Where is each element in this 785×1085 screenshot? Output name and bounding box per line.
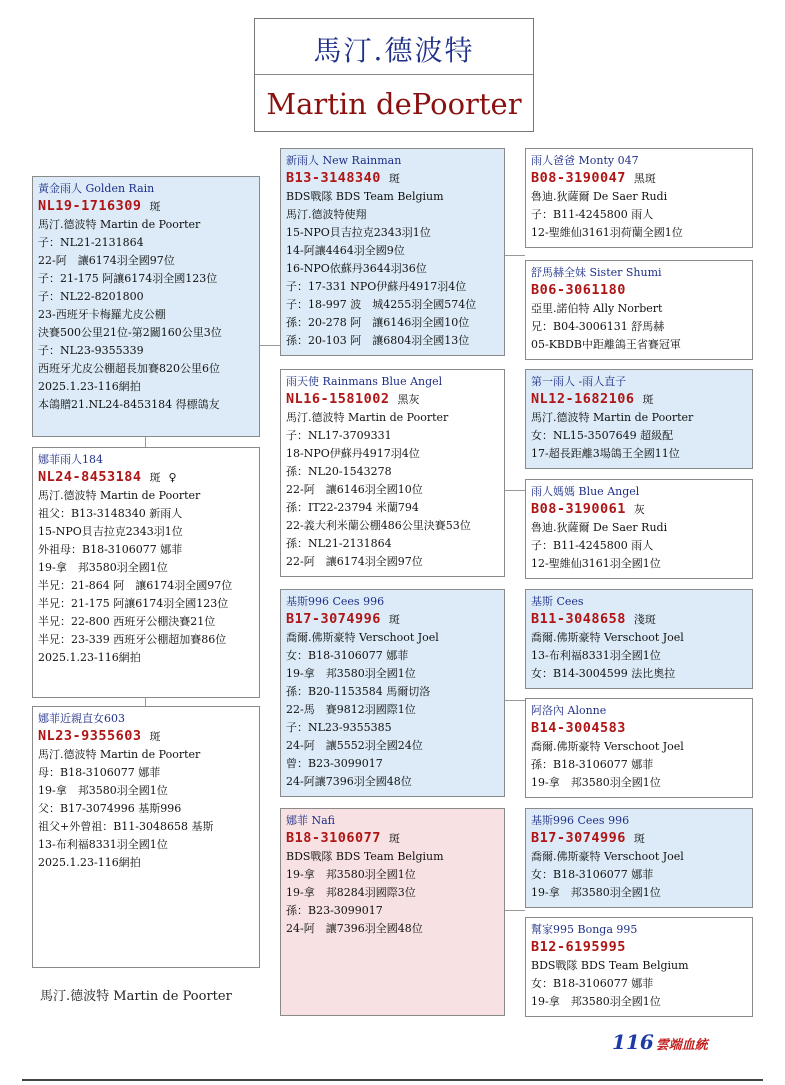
pigeon-card-sister-shumi: [525, 260, 753, 360]
ring-number: B11-3048658: [531, 611, 626, 627]
pedigree-line: 馬汀.德波特 Martin de Poorter: [38, 218, 201, 231]
pedigree-line: 24-阿 讓7396羽全國48位: [286, 922, 423, 935]
connector-line: [145, 437, 146, 447]
pigeon-name: 第一雨人 -雨人直子: [531, 375, 627, 388]
pigeon-ring: [531, 169, 747, 188]
pedigree-line: 2025.1.23-116網拍: [38, 856, 141, 869]
site-logo: [612, 1030, 708, 1054]
pedigree-line: 23-西班牙卡梅羅尤皮公棚: [38, 308, 166, 321]
pedigree-line: 子：B11-4245800 雨人: [531, 208, 654, 221]
pedigree-line: 喬爾.佛斯豪特 Verschoot Joel: [286, 631, 439, 644]
title-divider: [255, 74, 533, 75]
pedigree-line: 喬爾.佛斯豪特 Verschoot Joel: [531, 740, 684, 753]
pigeon-name: 基斯996 Cees 996: [531, 814, 630, 827]
pigeon-ring: [286, 169, 499, 188]
pedigree-line: 12-聖維仙3161羽全國1位: [531, 557, 661, 570]
connector-line: [505, 490, 525, 491]
ring-number: B18-3106077: [286, 830, 381, 846]
pigeon-ring: [531, 719, 747, 738]
pigeon-card-subject: [32, 176, 260, 437]
pigeon-ring: [38, 468, 254, 487]
title-box: [254, 18, 534, 132]
pedigree-line: 19-拿 邦3580羽全國1位: [286, 868, 416, 881]
pedigree-line: 孫：B18-3106077 娜菲: [531, 758, 654, 771]
pedigree-line: 孫：B20-1153584 馬爾切洛: [286, 685, 431, 698]
pedigree-line: 子：NL23-9355339: [38, 344, 144, 357]
pedigree-line: 決賽500公里21位-第2關160公里3位: [38, 326, 222, 339]
pedigree-line: 兄：B04-3006131 舒馬赫: [531, 320, 665, 333]
pedigree-line: 14-阿讓4464羽全國9位: [286, 244, 405, 257]
bottom-rule: [22, 1079, 763, 1081]
pigeon-name: 娜菲雨人184: [38, 453, 103, 466]
pigeon-card-dam: [280, 369, 505, 577]
pigeon-name: 舒馬赫全妹 Sister Shumi: [531, 266, 662, 279]
ring-number: B14-3004583: [531, 720, 626, 736]
pigeon-card-alonne: [525, 698, 753, 798]
pigeon-name: 雨人媽媽 Blue Angel: [531, 485, 640, 498]
pedigree-line: 子：B11-4245800 雨人: [531, 539, 654, 552]
pedigree-line: 亞里.諾伯特 Ally Norbert: [531, 302, 663, 315]
pedigree-line: 19-拿 邦3580羽全國1位: [531, 886, 661, 899]
pigeon-name: 娜菲 Nafi: [286, 814, 336, 827]
pigeon-name: 新雨人 New Rainman: [286, 154, 402, 167]
ring-number: NL24-8453184: [38, 469, 142, 485]
pigeon-color: 淺斑: [633, 613, 656, 626]
pedigree-line: 喬爾.佛斯豪特 Verschoot Joel: [531, 631, 684, 644]
pedigree-line: 女：B18-3106077 娜菲: [531, 868, 654, 881]
pedigree-line: 19-拿 邦3580羽全國1位: [286, 667, 416, 680]
pigeon-name: 雨人爸爸 Monty 047: [531, 154, 639, 167]
pedigree-line: 17-超長距離3場鴿王全國11位: [531, 447, 680, 460]
pedigree-line: 子：NL21-2131864: [38, 236, 144, 249]
pedigree-line: 母：B18-3106077 娜菲: [38, 766, 161, 779]
pigeon-card-cees-996: [280, 589, 505, 797]
pigeon-name: 阿洛內 Alonne: [531, 704, 607, 717]
pedigree-line: 19-拿 邦3580羽全國1位: [38, 784, 168, 797]
pedigree-line: 祖父+外曾祖：B11-3048658 基斯: [38, 820, 214, 833]
pedigree-line: 本鴿贈21.NL24-8453184 得標鴿友: [38, 398, 220, 411]
pedigree-line: 西班牙尤皮公棚超長加賽820公里6位: [38, 362, 220, 375]
ring-number: NL19-1716309: [38, 198, 142, 214]
pedigree-line: 馬汀.德波特 Martin de Poorter: [38, 748, 201, 761]
pedigree-line: 女：B18-3106077 娜菲: [531, 977, 654, 990]
pigeon-color: 斑: [149, 730, 161, 743]
pigeon-ring: [531, 938, 747, 957]
pedigree-line: 子：18-997 波 城4255羽全國574位: [286, 298, 477, 311]
pedigree-line: 外祖母：B18-3106077 娜菲: [38, 543, 183, 556]
pedigree-line: 孫：NL21-2131864: [286, 537, 392, 550]
pedigree-line: 子：NL17-3709331: [286, 429, 392, 442]
footer-breeder-name: 馬汀.德波特 Martin de Poorter: [40, 989, 232, 1004]
pedigree-line: 子：21-175 阿讓6174羽全國123位: [38, 272, 218, 285]
pedigree-line: 喬爾.佛斯豪特 Verschoot Joel: [531, 850, 684, 863]
pedigree-line: 16-NPO依蘇丹3644羽36位: [286, 262, 427, 275]
pigeon-card-first-rainman: [525, 369, 753, 469]
logo-text: 雲端血統: [655, 1038, 708, 1053]
pedigree-line: 孫：IT22-23794 米蘭794: [286, 501, 419, 514]
pigeon-name: 黃金雨人 Golden Rain: [38, 182, 155, 195]
pedigree-line: 22-馬 賽9812羽國際1位: [286, 703, 416, 716]
pedigree-line: 半兄：21-864 阿 讓6174羽全國97位: [38, 579, 233, 592]
pigeon-color: 斑: [633, 832, 645, 845]
pedigree-line: 24-阿 讓5552羽全國24位: [286, 739, 423, 752]
pedigree-line: 13-布利福8331羽全國1位: [531, 649, 661, 662]
connector-line: [260, 345, 280, 346]
ring-number: B06-3061180: [531, 282, 626, 298]
pigeon-card-sire: [280, 148, 505, 356]
pedigree-line: 15-NPO貝吉拉克2343羽1位: [286, 226, 431, 239]
pedigree-line: 19-拿 邦3580羽全國1位: [531, 995, 661, 1008]
pedigree-line: 曾：B23-3099017: [286, 757, 383, 770]
pigeon-name: 基斯996 Cees 996: [286, 595, 385, 608]
pigeon-card-sibling-603: [32, 706, 260, 968]
pedigree-line: 05-KBDB中距離鴿王省賽冠軍: [531, 338, 681, 351]
pedigree-line: 孫：NL20-1543278: [286, 465, 392, 478]
pedigree-line: 13-布利福8331羽全國1位: [38, 838, 168, 851]
pedigree-line: 子：NL22-8201800: [38, 290, 144, 303]
logo-number: 116: [612, 1030, 654, 1054]
ring-number: B08-3190061: [531, 501, 626, 517]
pedigree-line: 12-聖維仙3161羽荷蘭全國1位: [531, 226, 683, 239]
pedigree-line: 父：B17-3074996 基斯996: [38, 802, 182, 815]
ring-number: B12-6195995: [531, 939, 626, 955]
pigeon-ring: [38, 727, 254, 746]
pedigree-line: 24-阿讓7396羽全國48位: [286, 775, 412, 788]
pigeon-sex: ♀: [168, 471, 177, 484]
pedigree-line: 女：B18-3106077 娜菲: [286, 649, 409, 662]
pedigree-line: 19-拿 邦3580羽全國1位: [38, 561, 168, 574]
pedigree-line: 2025.1.23-116網拍: [38, 380, 141, 393]
pedigree-line: 19-拿 邦8284羽國際3位: [286, 886, 416, 899]
pigeon-name: 基斯 Cees: [531, 595, 584, 608]
pedigree-line: 子：NL23-9355385: [286, 721, 392, 734]
pigeon-ring: [286, 390, 499, 409]
pedigree-line: 子：17-331 NPO伊蘇丹4917羽4位: [286, 280, 467, 293]
pigeon-color: 灰: [633, 503, 645, 516]
pigeon-card-monty-047: [525, 148, 753, 248]
pedigree-line: 孫：20-103 阿 讓6804羽全國13位: [286, 334, 470, 347]
pedigree-line: 19-拿 邦3580羽全國1位: [531, 776, 661, 789]
pigeon-ring: [531, 829, 747, 848]
ring-number: B17-3074996: [531, 830, 626, 846]
pigeon-ring: [38, 197, 254, 216]
pedigree-line: BDS戰隊 BDS Team Belgium: [531, 959, 689, 972]
ring-number: B17-3074996: [286, 611, 381, 627]
pigeon-card-cees-996-dam-side: [525, 808, 753, 908]
pedigree-line: 半兄：22-800 西班牙公棚決賽21位: [38, 615, 216, 628]
pigeon-color: 斑: [149, 471, 161, 484]
pedigree-line: 孫：B23-3099017: [286, 904, 383, 917]
pedigree-line: 22-阿 讓6174羽全國97位: [286, 555, 423, 568]
pedigree-line: 孫：20-278 阿 讓6146羽全國10位: [286, 316, 470, 329]
pedigree-line: 馬汀.德波特 Martin de Poorter: [38, 489, 201, 502]
pigeon-name: 幫家995 Bonga 995: [531, 923, 638, 936]
pedigree-line: 2025.1.23-116網拍: [38, 651, 141, 664]
pigeon-color: 斑: [149, 200, 161, 213]
title-english: Martin dePoorter: [266, 87, 522, 121]
pigeon-name: 雨天使 Rainmans Blue Angel: [286, 375, 443, 388]
pigeon-name: 娜菲近親直女603: [38, 712, 125, 725]
pigeon-card-sibling-184: [32, 447, 260, 698]
title-chinese: 馬汀.德波特: [313, 34, 475, 67]
pigeon-color: 斑: [388, 172, 400, 185]
ring-number: NL23-9355603: [38, 728, 142, 744]
ring-number: NL16-1581002: [286, 391, 390, 407]
pigeon-ring: [531, 610, 747, 629]
connector-line: [505, 910, 525, 911]
pigeon-ring: [531, 500, 747, 519]
pedigree-line: 半兄：21-175 阿讓6174羽全國123位: [38, 597, 229, 610]
pigeon-card-bonga-995: [525, 917, 753, 1017]
pedigree-line: 半兄：23-339 西班牙公棚超加賽86位: [38, 633, 227, 646]
pigeon-card-nafi: [280, 808, 505, 1016]
pedigree-line: 22-阿 讓6146羽全國10位: [286, 483, 423, 496]
connector-line: [505, 700, 525, 701]
pedigree-line: 女：NL15-3507649 超級配: [531, 429, 674, 442]
pigeon-color: 斑: [388, 832, 400, 845]
pedigree-line: 女：B14-3004599 法比奧拉: [531, 667, 676, 680]
pedigree-line: 祖父：B13-3148340 新雨人: [38, 507, 183, 520]
pedigree-line: 魯迪.狄薩爾 De Saer Rudi: [531, 521, 668, 534]
pigeon-card-cees: [525, 589, 753, 689]
pigeon-ring: [531, 281, 747, 300]
pigeon-color: 斑: [642, 393, 654, 406]
pedigree-line: 魯迪.狄薩爾 De Saer Rudi: [531, 190, 668, 203]
pigeon-card-blue-angel: [525, 479, 753, 579]
pedigree-line: 馬汀.德波特 Martin de Poorter: [531, 411, 694, 424]
pigeon-ring: [286, 829, 499, 848]
pedigree-line: BDS戰隊 BDS Team Belgium: [286, 190, 444, 203]
pigeon-ring: [531, 390, 747, 409]
pedigree-line: 18-NPO伊蘇丹4917羽4位: [286, 447, 420, 460]
pigeon-color: 黑斑: [633, 172, 656, 185]
pigeon-color: 黑灰: [397, 393, 420, 406]
pigeon-color: 斑: [388, 613, 400, 626]
pedigree-line: 馬汀.德波特使翔: [286, 208, 367, 221]
ring-number: B13-3148340: [286, 170, 381, 186]
connector-line: [145, 698, 146, 706]
pedigree-line: BDS戰隊 BDS Team Belgium: [286, 850, 444, 863]
pedigree-line: 馬汀.德波特 Martin de Poorter: [286, 411, 449, 424]
pedigree-line: 22-義大利米蘭公棚486公里決賽53位: [286, 519, 471, 532]
pedigree-line: 22-阿 讓6174羽全國97位: [38, 254, 175, 267]
pedigree-line: 15-NPO貝吉拉克2343羽1位: [38, 525, 183, 538]
connector-line: [505, 255, 525, 256]
ring-number: NL12-1682106: [531, 391, 635, 407]
ring-number: B08-3190047: [531, 170, 626, 186]
pigeon-ring: [286, 610, 499, 629]
